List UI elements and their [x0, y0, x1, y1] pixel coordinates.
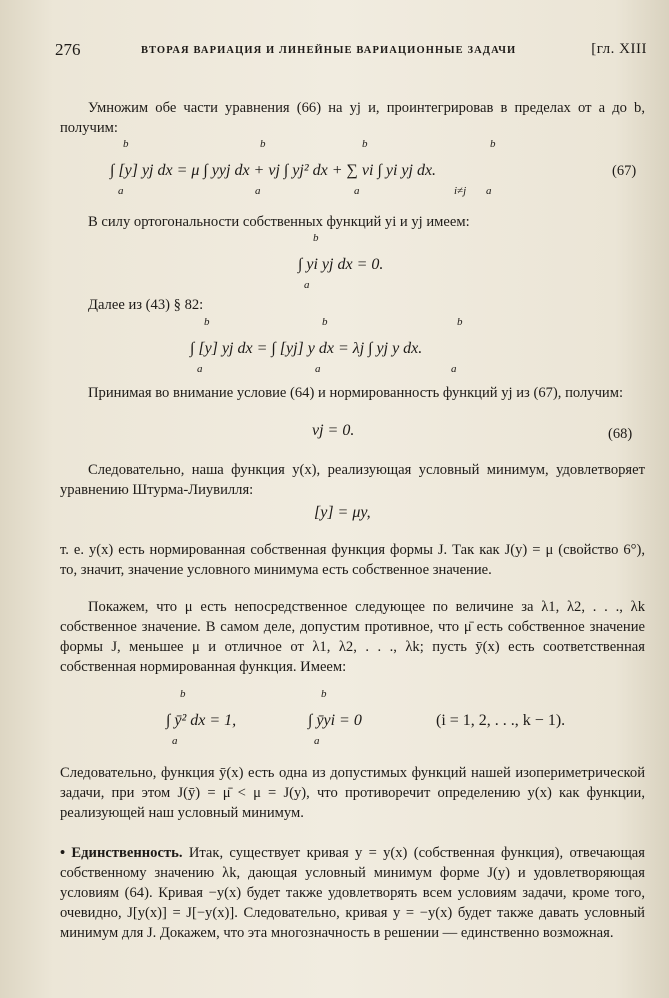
integral-lower-limit: a: [354, 185, 360, 197]
integral-upper-limit: b: [490, 138, 496, 150]
integral-lower-limit: a: [451, 363, 457, 375]
integral-lower-limit: a: [118, 185, 124, 197]
paragraph-5: Следовательно, наша функция y(x), реализующая условный минимум, удовлетворяет уравнению Штурма-Лиувилля:: [60, 462, 645, 498]
chapter-label: [гл. XIII: [591, 41, 647, 57]
equation-68-body: νj = 0.: [312, 422, 355, 439]
integral-upper-limit: b: [123, 138, 129, 150]
integral-lower-limit: a: [255, 185, 261, 197]
integral-upper-limit: b: [180, 688, 186, 700]
integral-lower-limit: a: [197, 363, 203, 375]
equation-43-body: ∫ [y] yj dx = ∫ [yj] y dx = λj ∫ yj y dx.: [190, 340, 423, 357]
bullet-icon: •: [60, 845, 66, 861]
page-number: 276: [55, 40, 81, 59]
equation-67-body: ∫ [y] yj dx = μ ∫ yyj dx + νj ∫ yj² dx + ∑ νi ∫ yi yj dx.: [110, 162, 437, 179]
equation-normalization: [0, 690, 669, 754]
section-heading: Единственность.: [71, 845, 183, 861]
paragraph-4: Принимая во внимание условие (64) и нормированность функций yj из (67), получим:: [88, 385, 624, 401]
equation-68-number: (68): [608, 426, 633, 442]
equation-norm-left: ∫ ȳ² dx = 1,: [166, 712, 237, 729]
integral-upper-limit: b: [322, 316, 328, 328]
sum-index: i≠j: [454, 185, 467, 197]
paragraph-9: [60, 843, 645, 943]
equation-43: [0, 318, 669, 382]
equation-orthogonality-body: ∫ yi yj dx = 0.: [298, 256, 384, 273]
equation-orthogonality: [0, 234, 669, 298]
equation-sturm-liouville-body: [y] = μy,: [314, 504, 371, 521]
integral-lower-limit: a: [315, 363, 321, 375]
page-header: [55, 40, 647, 64]
paragraph-6: т. е. y(x) есть нормированная собственная функция формы J. Так как J(y) = μ (свойство 6°), то, значит, значение условного минимума есть собственное значение.: [60, 542, 645, 578]
paragraph-9-text: Итак, существует кривая y = y(x) (собственная функция), отвечающая собственному значению λk, дающая условный минимум форме J(y) и удовлетворяющая условиям (64). Кривая −y(x) будет также удовлетворять всем условиям задачи, кроме того, очевидно, J[y(x)] = J[−y(x)]. Следовательно, кривая y = −y(x) будет также давать условный минимум для J. Докажем, что эта многозначность в решении — единственно возможная.: [60, 845, 646, 941]
equation-67: [0, 140, 669, 204]
integral-upper-limit: b: [260, 138, 266, 150]
paragraph-7: Покажем, что μ есть непосредственное следующее по величине за λ1, λ2, . . ., λk собственное значение. В самом деле, допустим противное, что μ̄ есть собственное значение формы J, меньшее μ и отличное от λ1, λ2, . . ., λk; пусть ȳ(x) есть соответственная собственная нормированная функция. Имеем:: [60, 599, 645, 675]
paragraph-8: Следовательно, функция ȳ(x) есть одна из допустимых функций нашей изопериметрической задачи, при этом J(ȳ) = μ̄ < μ = J(y), что противоречит определению y(x) как функции, реализующей наш условный минимум.: [60, 765, 645, 821]
paragraph-1: Умножим обе части уравнения (66) на yj и, проинтегрировав в пределах от a до b, получим:: [60, 100, 645, 136]
integral-lower-limit: a: [172, 735, 178, 747]
equation-norm-right: ∫ ȳyi = 0: [308, 712, 362, 729]
integral-lower-limit: a: [304, 279, 310, 291]
running-title: ВТОРАЯ ВАРИАЦИЯ И ЛИНЕЙНЫЕ ВАРИАЦИОННЫЕ ЗАДАЧИ: [141, 45, 517, 56]
integral-lower-limit: a: [486, 185, 492, 197]
paragraph-2: В силу ортогональности собственных функций yi и yj имеем:: [88, 214, 470, 230]
integral-upper-limit: b: [204, 316, 210, 328]
paragraph-3: Далее из (43) § 82:: [88, 297, 204, 313]
equation-norm-condition: (i = 1, 2, . . ., k − 1).: [436, 712, 566, 729]
equation-sturm-liouville: [0, 500, 669, 530]
integral-upper-limit: b: [321, 688, 327, 700]
integral-upper-limit: b: [457, 316, 463, 328]
integral-upper-limit: b: [313, 232, 319, 244]
integral-upper-limit: b: [362, 138, 368, 150]
integral-lower-limit: a: [314, 735, 320, 747]
equation-67-number: (67): [612, 163, 637, 179]
